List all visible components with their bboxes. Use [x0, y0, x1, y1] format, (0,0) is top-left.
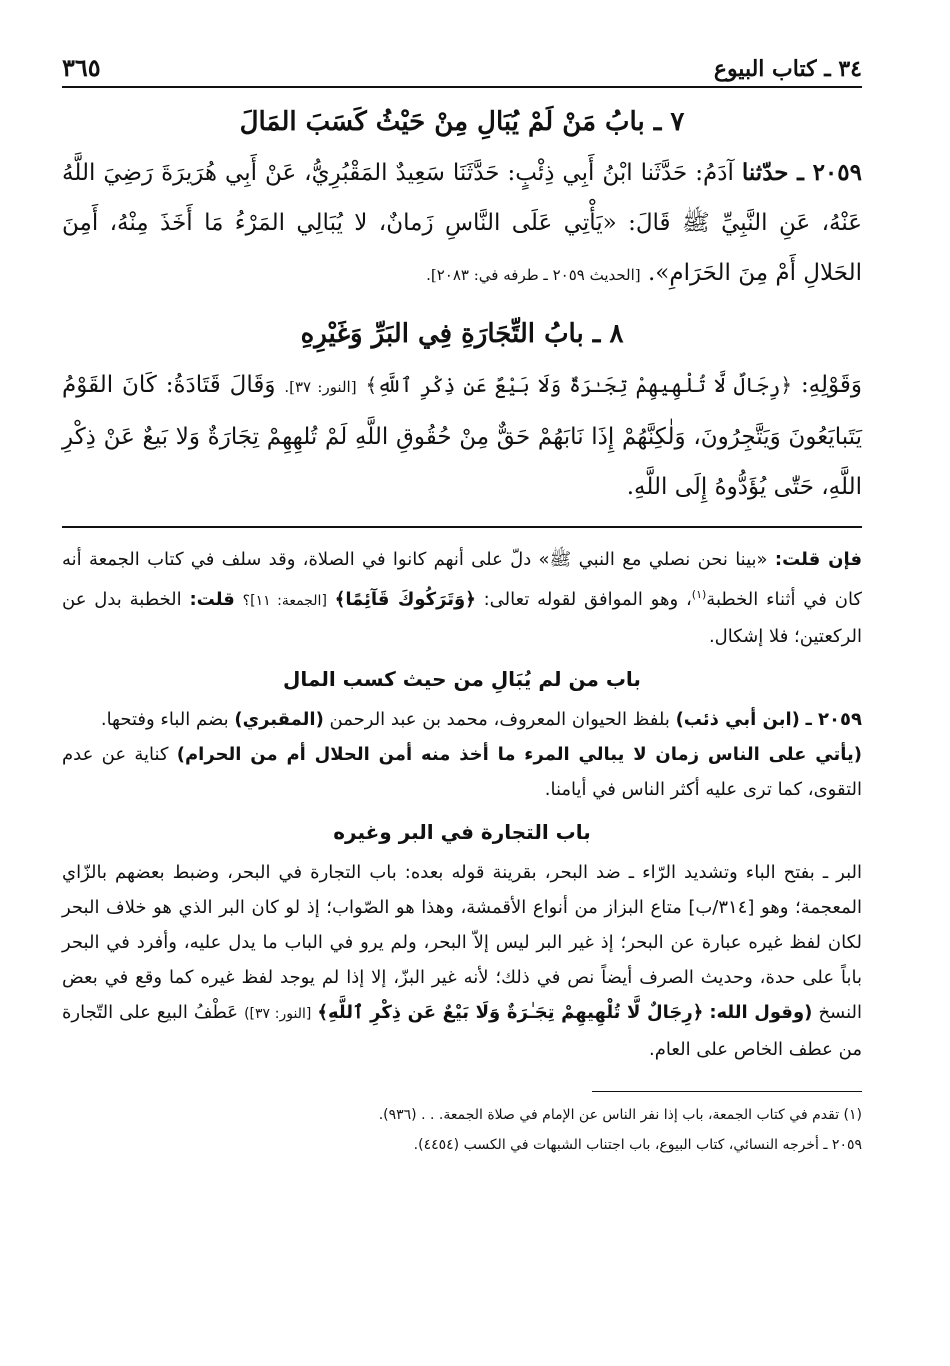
hadith-reference: [الحديث ٢٠٥٩ ـ طرفه في: ٢٠٨٣].: [426, 266, 641, 284]
hadith-quote: (يأتي على الناس زمان لا يبالي المرء ما أخذ منه أمن الحلال أم من الحرام): [176, 744, 862, 765]
nisba-note: بضم الباء وفتحها.: [100, 709, 229, 730]
commentary-paragraph-3: [62, 737, 862, 807]
chapter-8-text: [62, 360, 862, 512]
running-title: ٣٤ ـ كتاب البيوع: [713, 56, 862, 82]
hadith-explanation: كناية عن عدم التقوى، كما ترى عليه أكثر الناس في أيامنا.: [62, 744, 862, 800]
commentary-divider: [62, 526, 862, 528]
verse-explanation: عَطْفُ البيع على التّجارة من عطف الخاص على العام.: [62, 1002, 862, 1060]
verse-ref: [النور: ٣٧]): [244, 1006, 312, 1022]
narrator-note: بلفظ الحيوان المعروف، محمد بن عبد الرحمن: [329, 709, 670, 730]
commentary-paragraph-2: [62, 702, 862, 737]
page: [62, 34, 862, 1334]
chapter-8-intro: وَقَوْلِهِ:: [800, 372, 863, 398]
verse-lead: (وقول الله:: [709, 1002, 813, 1023]
question-text-2: ، وهو الموافق لقوله تعالى:: [483, 589, 692, 610]
footnote-1: (١) تقدم في كتاب الجمعة، باب إذا نفر الناس عن الإمام في صلاة الجمعة. . . (٩٣٦).: [378, 1107, 862, 1123]
commentary-paragraph-1: [62, 542, 862, 654]
qatada-quote: وَقَالَ قَتَادَةُ: كَانَ القَوْمُ يَتَبايَعُونَ وَيَتَّجِرُونَ، وَلٰكِنَّهُمْ إِذَا نَابَهُمْ حَقٌّ مِنْ حُقُوقِ اللَّهِ لَمْ تُلهِهِمْ تِجَارَةٌ وَلا بَيعٌ عَنْ ذِكْرِ اللَّهِ، حَتّٰى يُؤَدُّوهُ إِلَى اللَّهِ.: [62, 372, 862, 500]
hadith-2059-text: [62, 148, 862, 300]
verse-quote: ﴿رِجَالٌ لَّا تُلْهِيهِمْ تِجَـٰرَةٌ وَلَا بَيْعٌ عَن ذِكْرِ ٱللَّهِ﴾: [317, 1002, 704, 1023]
question-lead: فإن قلت:: [774, 549, 863, 570]
quran-quote: ﴿وَتَرَكُوكَ قَآئِمًا﴾: [334, 589, 476, 610]
chapter-8-title: ٨ ـ بابُ التِّجَارَةِ فِي البَرِّ وَغَيْرِهِ: [300, 319, 624, 349]
commentary-subtitle-2: باب التجارة في البر وغيره: [333, 820, 591, 844]
footnote-marker: (١): [691, 588, 707, 601]
quran-ref: [الجمعة: ١١]؟: [242, 593, 327, 609]
question-text: «بينا نحن نصلي مع النبي ﷺ» دلّ على أنهم كانوا في الصلاة، وقد سلف في كتاب الجمعة أنه كان في أثناء الخطبة: [62, 549, 863, 610]
answer-lead: قلت:: [189, 589, 235, 610]
commentary-hadith-number: ٢٠٥٩ ـ: [805, 709, 862, 730]
answer-text: الخطبة بدل عن الركعتين؛ فلا إشكال.: [62, 589, 862, 647]
barr-explanation: البر ـ بفتح الباء وتشديد الرّاء ـ ضد البحر، بقرينة قوله بعده: باب التجارة في البحر، وضبط بعضهم بالزّاي المعجمة؛ وهو [٣١٤/ب] متاع البزاز من أنواع الأقمشة، وهذا هو الصّواب؛ إذ لو كان البر الذي هو خلاف البحر لكان لفظ غيره عبارة عن البحر؛ إذ غير البر ليس إلاّ البحر، ولم يرو في الباب ما يدل عليه، وأفرد في البحر باباً على حدة، وحديث الصرف أيضاً نص في ذلك؛ لأنه غير البزّ، إلا إذا لم يوجد لفظ غيره كما وقع في بعض النسخ: [62, 862, 863, 1023]
commentary-subtitle-1: باب من لم يُبَالِ من حيث كسب المال: [283, 667, 641, 691]
chapter-7-title: ٧ ـ بابُ مَنْ لَمْ يُبَالِ مِنْ حَيْثُ كَسَبَ المَالَ: [239, 107, 685, 137]
quran-verse: ﴿رِجَالٌ لَّا تُلْهِيهِمْ تِجَـٰرَةٌ وَلَا بَيْعٌ عَن ذِكْرِ ٱللَّهِ﴾: [365, 373, 793, 397]
footnote-divider: [592, 1091, 862, 1092]
narrator-nisba: (المقبري): [234, 709, 324, 730]
footnote-2: ٢٠٥٩ ـ أخرجه النسائي، كتاب البيوع، باب اجتناب الشبهات في الكسب (٤٤٥٤).: [413, 1137, 862, 1153]
hadith-number: ٢٠٥٩ ـ حدّثنا: [741, 159, 862, 186]
hadith-body: آدَمُ: حَدَّثَنا ابْنُ أَبِي ذِئْبٍ: حَدَّثَنَا سَعِيدٌ المَقْبُرِيُّ، عَنْ أَبِي هُرَيرَةَ رَضِيَ اللَّهُ عَنْهُ، عَنِ النَّبِيِّ ﷺ قَالَ: «يَأْتِي عَلَى النَّاسِ زَمانٌ، لا يُبَالِي المَرْءُ مَا أَخَذَ مِنْهُ، أَمِنَ الحَلالِ أَمْ مِنَ الحَرَامِ».: [62, 160, 862, 286]
narrator-name: (ابن أبي ذئب): [675, 709, 800, 730]
page-number: ٣٦٥: [62, 53, 101, 82]
page-header: [62, 34, 862, 88]
quran-reference: [النور: ٣٧].: [284, 378, 357, 396]
commentary-paragraph-4: [62, 855, 862, 1067]
